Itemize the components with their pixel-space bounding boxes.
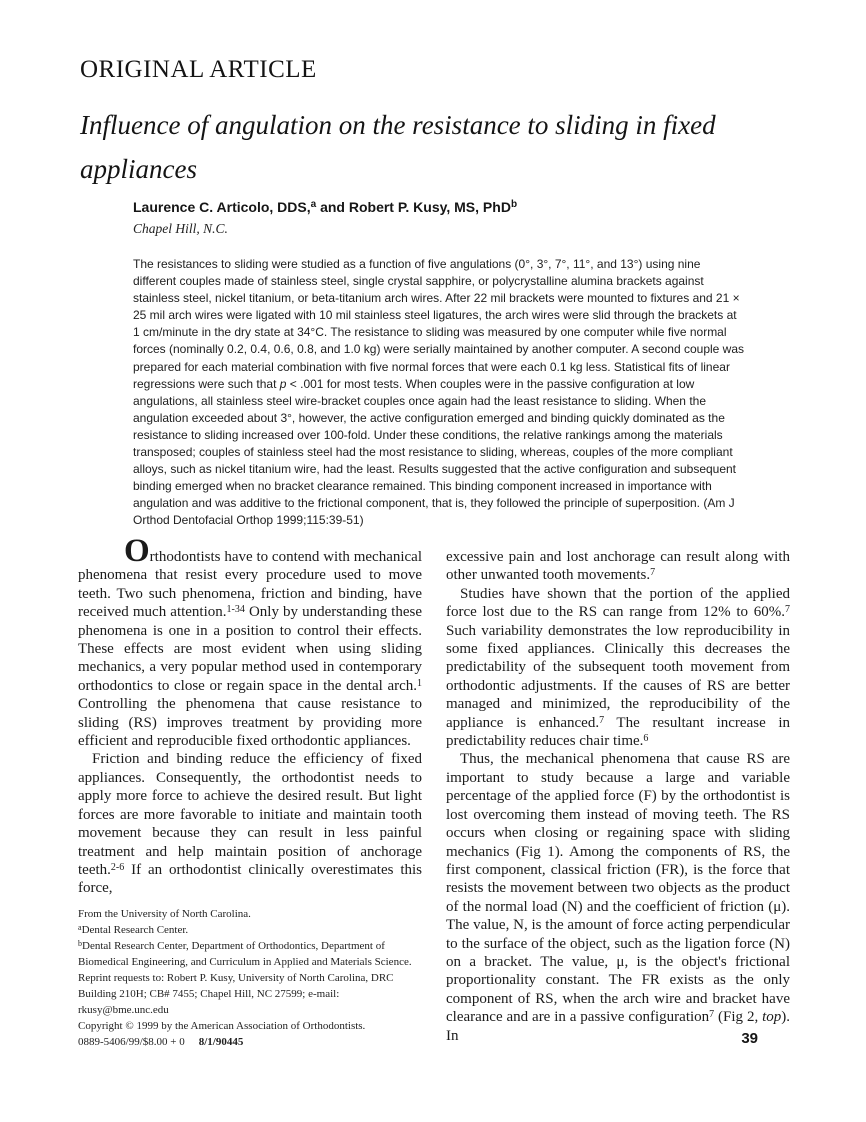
paragraph-continuation-text: excessive pain and lost anchorage can result along with other unwanted tooth movements.	[446, 549, 790, 584]
footnote-block	[78, 906, 430, 1050]
paragraph-intro-text-2: Only by understanding these phenomena is one in a position to control their effects. These effects are most evident when using sliding mechanics, a very popular method used in contemporary orthodontics to close or regain space in the dental arch.	[78, 604, 422, 694]
paragraph-thus-text-1: Thus, the mechanical phenomena that cause RS are important to study because a large and variable percentage of the applied force (F) by the orthodontist is lost overcoming them instead of moving teeth. The RS occurs when closing or regaining space with sliding mechanics (Fig 1). Among the components of RS, the first component, classical friction (FR), is the force that resists the movement between two objects as the product of the normal load (N) and the coefficient of friction (μ). The value, N, is the amount of force acting perpendicular to the surface of the object, such as the ligation force (N) on a bracket. The value, μ, is the object's frictional proportionality constant. The FR exists as the only component of RS, when the arch wire and bracket have clearance and are in a passive configuration	[446, 751, 790, 1026]
paragraph-thus-text-2: (Fig 2,	[714, 1009, 763, 1026]
paragraph-friction-text-2: If an orthodontist clinically overestimates this force,	[78, 861, 422, 897]
paragraph-studies-text-2: Such variability demonstrates the low reproducibility in some fixed appliances. Clinically this decreases the predictability of the subsequent tooth movement from orthodontic adjustments. If the causes of RS are better managed and minimized, the reproducibility of the appliance is enhanced.	[446, 622, 790, 731]
paragraph-studies-text-3: The resultant increase in predictability reduces chair time.	[446, 714, 791, 750]
dropcap-letter: O	[124, 533, 150, 569]
paragraph-friction	[78, 750, 422, 897]
reference-sup: 7	[650, 567, 656, 579]
footnote-issn-code: 0889-5406/99/$8.00 + 0	[78, 1036, 185, 1048]
paragraph-continuation	[446, 548, 790, 585]
abstract-text-1: The resistances to sliding were studied as a function of five angulations (0°, 3°, 7°, 11°, and 13°) using nine different couples made of stainless steel, single crystal sapphire, or polycrystalline alumina brackets against stainless steel, nickel titanium, or beta-titanium arch wires. After 22 mil brackets were mounted to fixtures and 21 × 25 mil arch wires were ligated with 10 mil stainless steel ligatures, the arch wires were slid through the brackets at 1 cm/minute in the dry state at 34°C. The resistance to sliding was measured by one computer while five normal forces (nominally 0.2, 0.4, 0.6, 0.8, and 1.0 kg) were serially maintained by another computer. A second couple was prepared for each material combination with five normal forces that were each 0.1 kg less. Statistical fits of linear regressions were such that	[133, 257, 745, 391]
footnote-a-sup: a	[78, 923, 82, 932]
paragraph-studies	[446, 585, 790, 751]
body-right-column	[446, 548, 790, 1045]
author-location: Chapel Hill, N.C.	[133, 221, 228, 236]
author-1: Laurence C. Articolo, DDS,	[133, 199, 311, 215]
footnote-b-sup: b	[78, 939, 82, 948]
paragraph-thus-italic: top	[762, 1009, 782, 1026]
reference-sup: 2-6	[110, 861, 125, 873]
abstract	[133, 256, 746, 530]
author-2: and Robert P. Kusy, MS, PhD	[316, 199, 511, 215]
reference-sup: 7	[599, 714, 605, 726]
page-number: 39	[741, 1030, 758, 1047]
footnote-reprint: Reprint requests to: Robert P. Kusy, University of North Carolina, DRC Building 210H; CB# 7455; Chapel Hill, NC 27599; e-mail: rkusy@bme.unc.edu	[78, 972, 394, 1016]
paragraph-thus-text-3: ). In	[446, 1009, 790, 1044]
paragraph-thus	[446, 750, 790, 1045]
abstract-text-2: < .001 for most tests. When couples were in the passive configuration at low angulations, all stainless steel wire-bracket couples once again had the least resistance to sliding. When the angulation exceeded about 3°, however, the active configuration emerged and binding quickly dominated as the resistance to sliding increased over 100-fold. Under these conditions, the relative rankings among the materials transposed; couples of stainless steel had the most resistance to sliding, whereas, couples of the more compliant alloys, such as nickel titanium wire, had the least. Results suggested that the active configuration and subsequent binding emerged when no bracket clearance remained. This binding component increased in importance with angulation and was additive to the frictional component, that is, they followed the principle of superposition. (Am J Orthod Dentofacial Orthop 1999;115:39-51)	[133, 376, 737, 528]
footnote-copyright: Copyright © 1999 by the American Association of Orthodontists.	[78, 1020, 366, 1032]
footnote-affiliation-a	[78, 922, 430, 938]
author-2-affiliation-sup: b	[510, 199, 518, 210]
section-kicker: ORIGINAL ARTICLE	[80, 56, 317, 83]
paragraph-intro	[78, 533, 422, 750]
paragraph-studies-text-1: Studies have shown that the portion of the applied force lost due to the RS can range from 12% to 60%.	[446, 585, 790, 621]
reference-sup: 7	[709, 1009, 715, 1021]
byline	[133, 199, 753, 215]
reference-sup: 7	[785, 604, 790, 616]
footnote-a-text: Dental Research Center.	[81, 924, 189, 936]
footnote-b-text: Dental Research Center, Department of Orthodontics, Department of Biomedical Engineering, and Curriculum in Applied and Materials Science.	[78, 940, 412, 968]
reference-sup: 1-34	[226, 604, 245, 616]
footnote-article-code: 8/1/90445	[198, 1036, 244, 1048]
paragraph-friction-text-1: Friction and binding reduce the efficiency of fixed appliances. Consequently, the orthodontist needs to apply more force to achieve the desired result. But light forces are more favorable to initiate and maintain tooth movement because they can result in less painful treatment and help maintain position of anchorage teeth.	[78, 751, 422, 878]
article-title: Influence of angulation on the resistance to sliding in fixed appliances	[80, 110, 716, 184]
paragraph-intro-text-1: rthodontists have to contend with mechanical phenomena that resist every procedure used to move teeth. Two such phenomena, friction and binding, have received much attention.	[78, 549, 422, 621]
footnote-issn	[78, 1034, 430, 1050]
reference-sup: 6	[643, 733, 649, 745]
footnote-affiliation-b	[78, 938, 430, 970]
footnote-source: From the University of North Carolina.	[78, 908, 251, 920]
paragraph-intro-text-3: Controlling the phenomena that cause resistance to sliding (RS) improves treatment by providing more efficient and reproducible fixed orthodontic appliances.	[78, 696, 422, 750]
body-left-column	[78, 533, 422, 898]
abstract-p-variable: p	[279, 376, 287, 391]
reference-sup: 1	[417, 677, 422, 689]
author-1-affiliation-sup: a	[310, 199, 317, 210]
